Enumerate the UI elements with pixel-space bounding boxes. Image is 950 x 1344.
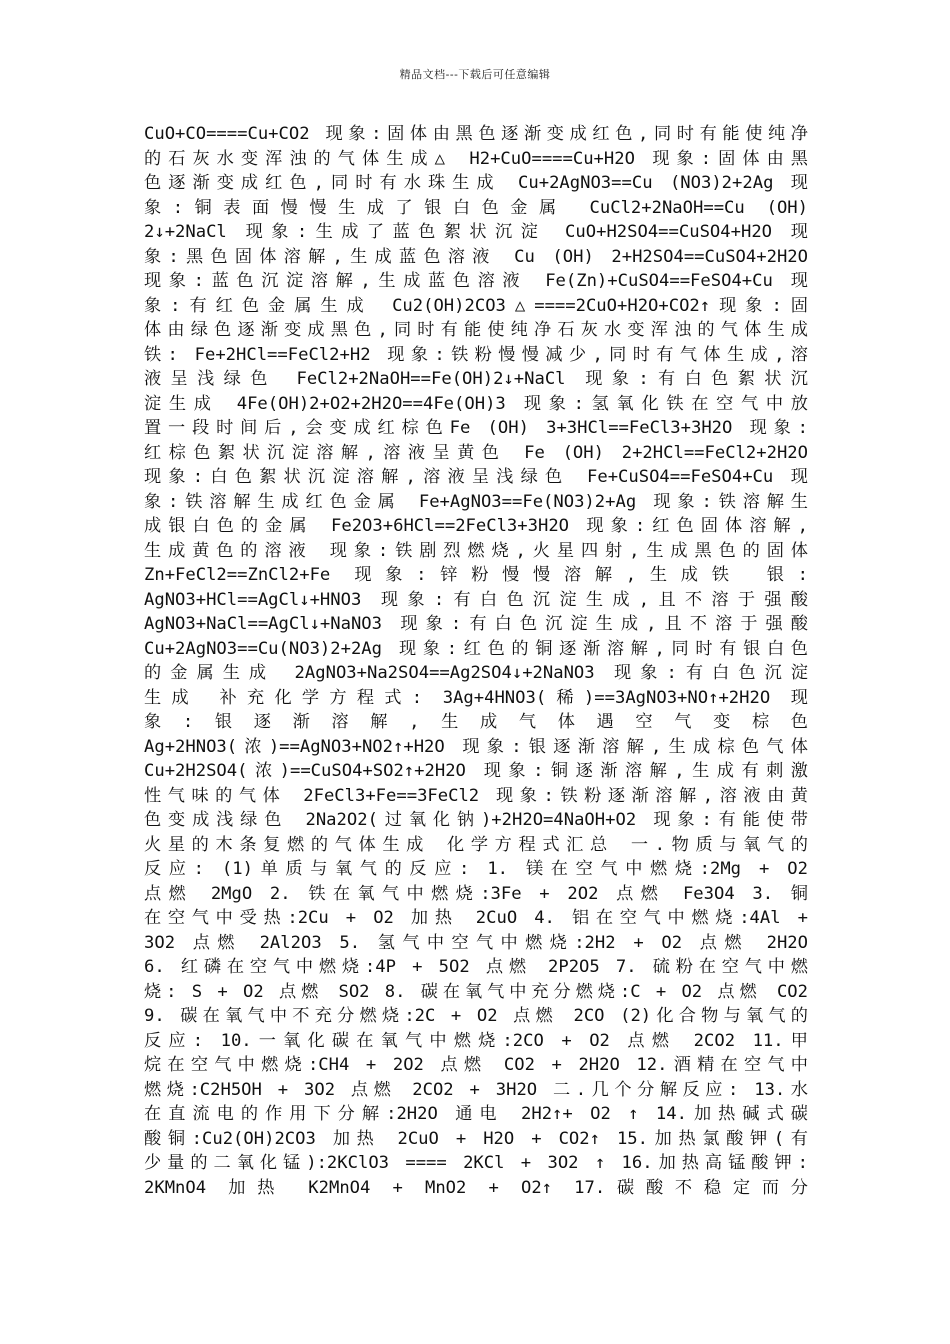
text-line: 点燃 2MgO 2. 铁在氧气中燃烧:3Fe + 2O2 点燃 Fe3O4 3. 铜 [144, 883, 808, 904]
text-line: 象:铜表面慢慢生成了银白色金属 CuCl2+2NaOH==Cu (OH) [144, 197, 808, 218]
text-line: 的石灰水变浑浊的气体生成△ H2+CuO====Cu+H2O 现象:固体由黑 [144, 148, 808, 169]
text-line: 反应: 10.一氧化碳在氧气中燃烧:2CO + O2 点燃 2CO2 11.甲 [144, 1030, 808, 1051]
text-line: 6. 红磷在空气中燃烧:4P + 5O2 点燃 2P2O5 7. 硫粉在空气中燃 [144, 957, 808, 977]
text-line: 液呈浅绿色 FeCl2+2NaOH==Fe(OH)2↓+NaCl 现象:有白色絮状沉 [144, 369, 808, 389]
text-line: 性气味的气体 2FeCl3+Fe==3FeCl2 现象:铁粉逐渐溶解,溶液由黄 [144, 785, 808, 806]
text-line: 淀生成 4Fe(OH)2+O2+2H2O==4Fe(OH)3 现象:氢氧化铁在空气中放 [144, 393, 808, 414]
text-line: 象:黑色固体溶解,生成蓝色溶液 Cu (OH) 2+H2SO4==CuSO4+2H2O [144, 246, 808, 267]
text-line: 红棕色絮状沉淀溶解,溶液呈黄色 Fe (OH) 2+2HCl==FeCl2+2H2O [144, 442, 808, 463]
text-line: 成银白色的金属 Fe2O3+6HCl==2FeCl3+3H2O 现象:红色固体溶解, [144, 516, 808, 536]
text-line: 生成 补充化学方程式: 3Ag+4HNO3(稀)==3AgNO3+NO↑+2H2O 现 [144, 687, 808, 708]
text-line: 体由绿色逐渐变成黑色,同时有能使纯净石灰水变浑浊的气体生成 [144, 320, 808, 340]
document-body [144, 122, 808, 1200]
text-line: 火星的木条复燃的气体生成 化学方程式汇总 一.物质与氧气的 [144, 834, 808, 855]
text-line: 现象:白色絮状沉淀溶解,溶液呈浅绿色 Fe+CuSO4==FeSO4+Cu 现 [144, 467, 808, 487]
text-line: 的金属生成 2AgNO3+Na2SO4==Ag2SO4↓+2NaNO3 现象:有白色沉淀 [144, 663, 808, 683]
text-line: 3O2 点燃 2Al2O3 5. 氢气中空气中燃烧:2H2 + O2 点燃 2H2O [144, 932, 808, 953]
text-line: 色逐渐变成红色,同时有水珠生成 Cu+2AgNO3==Cu (NO3)2+2Ag 现 [144, 173, 808, 193]
text-line: 色变成浅绿色 2Na2O2(过氧化钠)+2H2O=4NaOH+O2 现象:有能使带 [144, 810, 808, 830]
text-line: 烧: S + O2 点燃 SO2 8. 碳在氧气中充分燃烧:C + O2 点燃 CO2 [144, 981, 808, 1002]
text-line: 生成黄色的溶液 现象:铁剧烈燃烧,火星四射,生成黑色的固体 [144, 540, 808, 561]
text-line: 燃烧:C2H5OH + 3O2 点燃 2CO2 + 3H2O 二.几个分解反应: 13.水 [144, 1079, 808, 1100]
text-line: AgNO3+HCl==AgCl↓+HNO3 现象:有白色沉淀生成,且不溶于强酸 [144, 589, 808, 610]
text-line: Ag+2HNO3(浓)==AgNO3+NO2↑+H2O 现象:银逐渐溶解,生成棕色气体 [144, 736, 808, 757]
text-line: AgNO3+NaCl==AgCl↓+NaNO3 现象:有白色沉淀生成,且不溶于强酸 [144, 614, 808, 634]
text-line: 象:银逐渐溶解,生成气体遇空气变棕色 [144, 712, 808, 732]
page-header: 精品文档---下载后可任意编辑 [399, 68, 551, 81]
text-line: 在空气中受热:2Cu + O2 加热 2CuO 4. 铝在空气中燃烧:4Al + [144, 908, 808, 928]
text-line: 2KMnO4 加热 K2MnO4 + MnO2 + O2↑ 17.碳酸不稳定而分 [144, 1177, 808, 1198]
text-line: 置一段时间后,会变成红棕色Fe (OH) 3+3HCl==FeCl3+3H2O 现象: [144, 418, 808, 438]
text-line: 9. 碳在氧气中不充分燃烧:2C + O2 点燃 2CO (2)化合物与氧气的 [144, 1006, 808, 1026]
text-line: CuO+CO====Cu+CO2 现象:固体由黑色逐渐变成红色,同时有能使纯净 [144, 124, 808, 144]
text-line: 少量的二氧化锰):2KClO3 ==== 2KCl + 3O2 ↑ 16.加热高锰酸钾: [144, 1153, 808, 1173]
text-line: 现象:蓝色沉淀溶解,生成蓝色溶液 Fe(Zn)+CuSO4==FeSO4+Cu 现 [144, 271, 808, 291]
text-line: 象:铁溶解生成红色金属 Fe+AgNO3==Fe(NO3)2+Ag 现象:铁溶解生 [144, 491, 808, 512]
text-line: Cu+2H2SO4(浓)==CuSO4+SO2↑+2H2O 现象:铜逐渐溶解,生成有刺激 [144, 761, 808, 781]
text-line: 酸铜:Cu2(OH)2CO3 加热 2CuO + H2O + CO2↑ 15.加热氯酸钾(有 [144, 1128, 808, 1149]
text-line: 象:有红色金属生成 Cu2(OH)2CO3△====2CuO+H2O+CO2↑现象:固 [144, 295, 808, 316]
text-line: 反应: (1)单质与氧气的反应: 1. 镁在空气中燃烧:2Mg + O2 [144, 859, 808, 879]
text-line: Zn+FeCl2==ZnCl2+Fe 现象:锌粉慢慢溶解,生成铁 银: [144, 565, 808, 585]
text-line: 铁: Fe+2HCl==FeCl2+H2 现象:铁粉慢慢减少,同时有气体生成,溶 [144, 344, 808, 365]
text-line: 在直流电的作用下分解:2H2O 通电 2H2↑+ O2 ↑ 14.加热碱式碳 [144, 1104, 808, 1124]
text-line: 2↓+2NaCl 现象:生成了蓝色絮状沉淀 CuO+H2SO4==CuSO4+H2O 现 [144, 222, 808, 242]
text-line: Cu+2AgNO3==Cu(NO3)2+2Ag 现象:红色的铜逐渐溶解,同时有银白色 [144, 638, 808, 659]
text-line: 烷在空气中燃烧:CH4 + 2O2 点燃 CO2 + 2H2O 12.酒精在空气中 [144, 1055, 808, 1075]
